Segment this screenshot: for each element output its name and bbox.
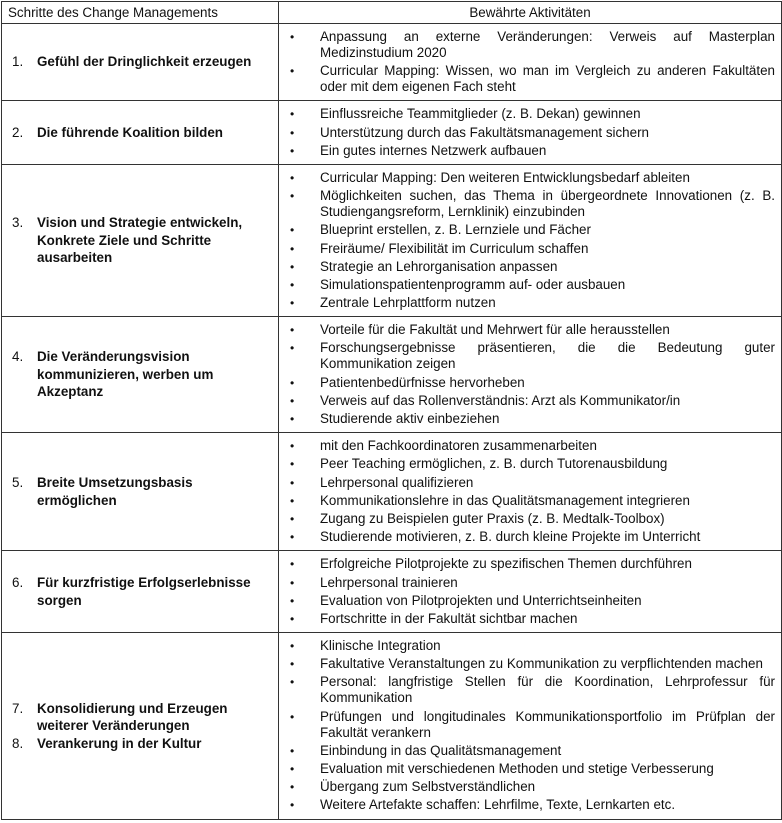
step-item xyxy=(12,474,272,509)
step-cell xyxy=(2,433,279,551)
step-number: 6. xyxy=(12,575,24,591)
step-title: Für kurzfristige Erfolgserlebnisse sorgen xyxy=(37,575,251,608)
step-number: 2. xyxy=(12,124,24,140)
list-item xyxy=(289,593,775,609)
list-item xyxy=(289,106,775,122)
list-item xyxy=(289,743,775,759)
activity-text: Evaluation mit verschiedenen Methoden und stetige Verbesserung xyxy=(320,761,714,776)
list-item xyxy=(289,611,775,627)
bullet-icon: • xyxy=(290,170,295,185)
table-row xyxy=(2,101,782,165)
list-item xyxy=(289,29,775,61)
bullet-icon: • xyxy=(290,259,295,274)
activity-text: Simulationspatientenprogramm auf- oder ausbauen xyxy=(320,276,626,292)
table-row xyxy=(2,551,782,633)
activity-text: Klinische Integration xyxy=(320,638,441,654)
activity-text: Anpassung an externe Veränderungen: Verweis auf Masterplan Medizinstudium 2020 xyxy=(320,29,775,60)
bullet-icon: • xyxy=(290,639,295,654)
step-cell xyxy=(2,633,279,820)
table-body xyxy=(2,24,782,820)
list-item xyxy=(289,456,775,472)
bullet-icon: • xyxy=(290,277,295,292)
activity-text: Peer Teaching ermöglichen, z. B. durch Tutorenausbildung xyxy=(320,456,668,472)
bullet-icon: • xyxy=(290,575,295,590)
step-title: Breite Umsetzungsbasis ermöglichen xyxy=(37,475,193,508)
activities-cell xyxy=(279,101,782,165)
bullet-icon: • xyxy=(290,709,295,724)
bullet-icon: • xyxy=(290,762,295,776)
table-row xyxy=(2,433,782,551)
bullet-icon: • xyxy=(290,780,295,795)
step-number: 1. xyxy=(12,54,24,70)
list-item xyxy=(289,125,775,141)
list-item xyxy=(289,556,775,572)
table-row xyxy=(2,317,782,433)
activities-cell xyxy=(279,24,782,101)
activities-list xyxy=(289,556,775,627)
step-item xyxy=(12,53,272,71)
activity-text: Zentrale Lehrplattform nutzen xyxy=(320,295,496,311)
table-header-row xyxy=(2,2,782,24)
activity-text: Möglichkeiten suchen, das Thema in übergeordnete Innovationen (z. B. Studiengangsreform, Lernklinik) einzubinden xyxy=(320,188,775,220)
activities-list xyxy=(289,170,775,311)
list-item xyxy=(289,393,775,409)
activity-text: Verweis auf das Rollenverständnis: Arzt als Kommunikator/in xyxy=(320,392,681,408)
list-item xyxy=(289,259,775,275)
list-item xyxy=(289,511,775,527)
list-item xyxy=(289,797,775,813)
activities-cell xyxy=(279,164,782,316)
bullet-icon: • xyxy=(290,511,295,526)
step-cell xyxy=(2,101,279,165)
list-item xyxy=(289,170,775,186)
list-item xyxy=(289,295,775,311)
step-number: 3. xyxy=(12,215,24,231)
activity-text: Blueprint erstellen, z. B. Lernziele und Fächer xyxy=(320,222,591,238)
list-item xyxy=(289,63,775,95)
bullet-icon: • xyxy=(290,30,295,44)
bullet-icon: • xyxy=(290,296,295,311)
list-item xyxy=(289,222,775,238)
step-number: 8. xyxy=(12,735,24,751)
bullet-icon: • xyxy=(290,657,295,672)
bullet-icon: • xyxy=(290,475,295,490)
activity-text: Erfolgreiche Pilotprojekte zu spezifischen Themen durchführen xyxy=(320,556,692,572)
list-item xyxy=(289,575,775,591)
activity-text: Lehrpersonal trainieren xyxy=(320,574,458,590)
bullet-icon: • xyxy=(290,593,295,608)
activity-text: Evaluation von Pilotprojekten und Unterrichtseinheiten xyxy=(320,592,642,608)
bullet-icon: • xyxy=(290,611,295,626)
activity-text: Kommunikationslehre in das Qualitätsmanagement integrieren xyxy=(320,492,690,508)
activity-text: Studierende aktiv einbeziehen xyxy=(320,411,500,426)
activity-text: Übergang zum Selbstverständlichen xyxy=(320,779,536,795)
activity-text: Zugang zu Beispielen guter Praxis (z. B. Medtalk-Toolbox) xyxy=(320,510,665,526)
bullet-icon: • xyxy=(290,393,295,408)
list-item xyxy=(289,277,775,293)
activities-list xyxy=(289,638,775,813)
activity-text: Ein gutes internes Netzwerk aufbauen xyxy=(320,142,547,158)
list-item xyxy=(289,188,775,220)
step-number: 4. xyxy=(12,349,24,365)
bullet-icon: • xyxy=(290,557,295,572)
bullet-icon: • xyxy=(290,493,295,508)
bullet-icon: • xyxy=(290,64,295,79)
activity-text: Patientenbedürfnisse hervorheben xyxy=(320,374,525,390)
bullet-icon: • xyxy=(290,125,295,140)
activity-text: Curricular Mapping: Wissen, wo man im Vergleich zu anderen Fakultäten oder mit dem eigenen Fach steht xyxy=(320,63,775,95)
activity-text: Forschungsergebnisse präsentieren, die die Bedeutung guter Kommunikation zeigen xyxy=(320,340,775,372)
activity-text: Vorteile für die Fakultät und Mehrwert für alle herausstellen xyxy=(320,322,670,338)
activities-cell xyxy=(279,633,782,820)
activity-text: Einbindung in das Qualitätsmanagement xyxy=(320,742,562,758)
bullet-icon: • xyxy=(290,530,295,545)
list-item xyxy=(289,779,775,795)
bullet-icon: • xyxy=(290,675,295,690)
activity-text: Unterstützung durch das Fakultätsmanagement sichern xyxy=(320,124,649,140)
list-item xyxy=(289,709,775,741)
activity-text: Personal: langfristige Stellen für die Koordination, Lehrprofessur für Kommunikation xyxy=(320,674,775,706)
list-item xyxy=(289,241,775,257)
activity-text: Fakultative Veranstaltungen zu Kommunikation zu verpflichtenden machen xyxy=(320,656,763,672)
header-activities: Bewährte Aktivitäten xyxy=(279,2,782,24)
activity-text: Prüfungen und longitudinales Kommunikationsportfolio im Prüfplan der Fakultät verankern xyxy=(320,708,775,740)
activities-list xyxy=(289,322,775,427)
list-item xyxy=(289,322,775,338)
bullet-icon: • xyxy=(290,457,295,472)
list-item xyxy=(289,638,775,654)
bullet-icon: • xyxy=(290,241,295,256)
activity-text: Fortschritte in der Fakultät sichtbar machen xyxy=(320,610,578,626)
step-item xyxy=(12,700,272,735)
activity-text: Weitere Artefakte schaffen: Lehrfilme, Texte, Lernkarten etc. xyxy=(320,797,676,813)
step-cell xyxy=(2,24,279,101)
activities-cell xyxy=(279,317,782,433)
list-item xyxy=(289,143,775,159)
bullet-icon: • xyxy=(290,798,295,813)
list-item xyxy=(289,438,775,454)
list-item xyxy=(289,493,775,509)
activities-cell xyxy=(279,433,782,551)
step-item xyxy=(12,735,272,753)
step-cell xyxy=(2,317,279,433)
bullet-icon: • xyxy=(290,323,295,338)
step-cell xyxy=(2,164,279,316)
step-number: 5. xyxy=(12,475,24,491)
list-item xyxy=(289,529,775,545)
activities-list xyxy=(289,29,775,95)
step-title: Die Veränderungsvision kommunizieren, werben um Akzeptanz xyxy=(37,349,214,400)
bullet-icon: • xyxy=(290,189,295,204)
bullet-icon: • xyxy=(290,107,295,122)
step-item xyxy=(12,214,272,267)
table-row xyxy=(2,164,782,316)
activities-list xyxy=(289,106,775,158)
activity-text: Freiräume/ Flexibilität im Curriculum schaffen xyxy=(320,240,589,256)
activity-text: mit den Fachkoordinatoren zusammenarbeiten xyxy=(320,438,597,454)
activity-text: Strategie an Lehrorganisation anpassen xyxy=(320,258,558,274)
list-item xyxy=(289,674,775,706)
bullet-icon: • xyxy=(290,743,295,758)
step-title: Die führende Koalition bilden xyxy=(37,124,223,140)
step-title: Vision und Strategie entwickeln, Konkrete Ziele und Schritte ausarbeiten xyxy=(37,215,243,266)
bullet-icon: • xyxy=(290,143,295,158)
activities-list xyxy=(289,438,775,545)
step-cell xyxy=(2,551,279,633)
list-item xyxy=(289,656,775,672)
list-item xyxy=(289,340,775,372)
list-item xyxy=(289,761,775,777)
activity-text: Curricular Mapping: Den weiteren Entwicklungsbedarf ableiten xyxy=(320,169,690,185)
step-title: Gefühl der Dringlichkeit erzeugen xyxy=(37,54,252,70)
step-title: Konsolidierung und Erzeugen weiterer Veränderungen xyxy=(37,700,228,734)
activities-cell xyxy=(279,551,782,633)
bullet-icon: • xyxy=(290,223,295,238)
step-item xyxy=(12,124,272,142)
activity-text: Studierende motivieren, z. B. durch kleine Projekte im Unterricht xyxy=(320,529,701,545)
bullet-icon: • xyxy=(290,375,295,390)
bullet-icon: • xyxy=(290,412,295,426)
list-item xyxy=(289,375,775,391)
step-item xyxy=(12,348,272,401)
step-title: Verankerung in der Kultur xyxy=(37,735,202,751)
header-steps: Schritte des Change Managements xyxy=(2,2,279,24)
list-item xyxy=(289,411,775,427)
activity-text: Einflussreiche Teammitglieder (z. B. Dekan) gewinnen xyxy=(320,106,641,122)
activity-text: Lehrpersonal qualifizieren xyxy=(320,474,474,490)
list-item xyxy=(289,475,775,491)
table-row xyxy=(2,633,782,820)
bullet-icon: • xyxy=(290,439,295,454)
table-row xyxy=(2,24,782,101)
step-item xyxy=(12,574,272,609)
change-management-table xyxy=(1,1,782,820)
bullet-icon: • xyxy=(290,341,295,356)
step-number: 7. xyxy=(12,700,24,716)
